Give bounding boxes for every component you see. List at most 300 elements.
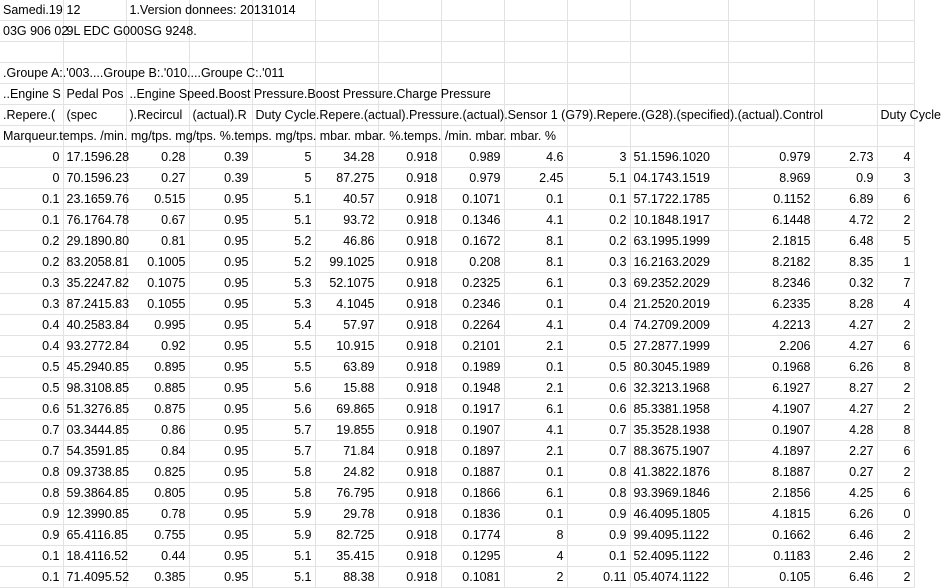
cell[interactable]: 0.918 [378, 210, 441, 231]
cell[interactable]: 0.32 [814, 273, 877, 294]
cell[interactable] [630, 42, 728, 63]
cell[interactable]: 87.275 [315, 168, 378, 189]
cell[interactable]: 93.72 [315, 210, 378, 231]
cell[interactable] [378, 42, 441, 63]
cell[interactable]: 0.1917 [441, 399, 504, 420]
cell[interactable]: 2 [877, 210, 914, 231]
cell[interactable] [728, 63, 814, 84]
cell[interactable]: 2 [877, 378, 914, 399]
cell[interactable]: 8.1 [504, 231, 567, 252]
cell[interactable] [728, 21, 814, 42]
cell[interactable]: 5 [252, 147, 315, 168]
cell[interactable]: 6 [877, 189, 914, 210]
cell[interactable]: 46.4095.1805 [630, 504, 728, 525]
cell[interactable]: 0.7 [567, 420, 630, 441]
cell[interactable] [814, 84, 877, 105]
cell[interactable]: 0.8 [567, 483, 630, 504]
cell[interactable]: 0.95 [189, 273, 252, 294]
cell[interactable]: 0.918 [378, 399, 441, 420]
cell[interactable]: 0.6 [567, 378, 630, 399]
cell[interactable]: 4 [877, 294, 914, 315]
cell[interactable]: 0.515 [126, 189, 189, 210]
cell[interactable]: 0.989 [441, 147, 504, 168]
cell[interactable] [189, 42, 252, 63]
cell[interactable]: 85.3381.1958 [630, 399, 728, 420]
cell[interactable] [441, 0, 504, 21]
cell[interactable]: 93.3969.1846 [630, 483, 728, 504]
cell[interactable] [63, 42, 126, 63]
cell[interactable]: 0.4 [567, 294, 630, 315]
cell[interactable]: 1 [877, 252, 914, 273]
cell[interactable]: 0.4 [0, 315, 63, 336]
cell[interactable]: 4.25 [814, 483, 877, 504]
cell[interactable]: Pedal Pos [63, 84, 126, 105]
cell[interactable] [441, 21, 504, 42]
cell[interactable]: 0.1662 [728, 525, 814, 546]
cell[interactable] [315, 63, 378, 84]
cell[interactable]: 0.1887 [441, 462, 504, 483]
cell[interactable]: 10.915 [315, 336, 378, 357]
cell[interactable]: 6.1 [504, 399, 567, 420]
cell[interactable]: 5.1 [252, 210, 315, 231]
cell[interactable]: .Repere.( [0, 105, 63, 126]
cell[interactable]: 0.1989 [441, 357, 504, 378]
cell[interactable] [315, 0, 378, 21]
cell[interactable]: 27.2877.1999 [630, 336, 728, 357]
cell[interactable]: 0.5 [567, 336, 630, 357]
cell[interactable] [814, 0, 877, 21]
cell[interactable]: 2 [877, 462, 914, 483]
cell[interactable]: 0.95 [189, 567, 252, 588]
cell[interactable] [378, 63, 441, 84]
cell[interactable]: 12.3990.85 [63, 504, 126, 525]
cell[interactable]: 2 [877, 546, 914, 567]
cell[interactable]: 5 [252, 168, 315, 189]
cell[interactable]: 8.2346 [728, 273, 814, 294]
cell[interactable]: 0.95 [189, 357, 252, 378]
cell[interactable]: 0.1005 [126, 252, 189, 273]
cell[interactable]: 5.5 [252, 336, 315, 357]
cell[interactable] [877, 63, 914, 84]
cell[interactable]: 0.11 [567, 567, 630, 588]
cell[interactable]: 0.6 [567, 399, 630, 420]
cell[interactable]: 15.88 [315, 378, 378, 399]
cell[interactable]: 0.27 [814, 462, 877, 483]
cell[interactable]: 3 [877, 168, 914, 189]
cell[interactable]: 0.95 [189, 420, 252, 441]
cell[interactable]: 16.2163.2029 [630, 252, 728, 273]
cell[interactable] [814, 63, 877, 84]
cell[interactable]: 0.918 [378, 294, 441, 315]
cell[interactable]: 4.6 [504, 147, 567, 168]
cell[interactable]: ..Engine S [0, 84, 63, 105]
cell[interactable] [567, 63, 630, 84]
cell[interactable]: 0.44 [126, 546, 189, 567]
cell[interactable]: 6 [877, 336, 914, 357]
cell[interactable]: 0.1774 [441, 525, 504, 546]
cell[interactable]: 2.46 [814, 546, 877, 567]
cell[interactable] [126, 42, 189, 63]
cell[interactable]: 0.1081 [441, 567, 504, 588]
cell[interactable]: 0.875 [126, 399, 189, 420]
cell[interactable]: 76.1764.78 [63, 210, 126, 231]
cell[interactable]: 0.918 [378, 462, 441, 483]
cell[interactable]: 0.1897 [441, 441, 504, 462]
cell[interactable]: 74.2709.2009 [630, 315, 728, 336]
cell[interactable]: 0.95 [189, 399, 252, 420]
cell[interactable]: 4.1897 [728, 441, 814, 462]
cell[interactable]: 0.2 [0, 231, 63, 252]
cell[interactable]: 0.95 [189, 525, 252, 546]
cell[interactable] [728, 42, 814, 63]
cell[interactable] [630, 84, 728, 105]
cell[interactable]: 0.95 [189, 189, 252, 210]
cell[interactable]: 0.825 [126, 462, 189, 483]
cell[interactable]: 0.95 [189, 231, 252, 252]
cell[interactable]: 0.1866 [441, 483, 504, 504]
cell[interactable]: 0.885 [126, 378, 189, 399]
cell[interactable]: 4.28 [814, 420, 877, 441]
cell[interactable]: 0.2325 [441, 273, 504, 294]
cell[interactable]: 99.1025 [315, 252, 378, 273]
cell[interactable]: 0.918 [378, 252, 441, 273]
cell[interactable]: 2.1 [504, 441, 567, 462]
cell[interactable]: 0.2101 [441, 336, 504, 357]
cell[interactable]: 5 [877, 231, 914, 252]
cell[interactable]: 0.4 [567, 315, 630, 336]
cell[interactable]: 8 [877, 357, 914, 378]
cell[interactable] [630, 0, 728, 21]
cell[interactable]: 93.2772.84 [63, 336, 126, 357]
cell[interactable] [728, 126, 814, 147]
cell[interactable]: 0.84 [126, 441, 189, 462]
cell[interactable] [630, 126, 728, 147]
cell[interactable]: 24.82 [315, 462, 378, 483]
cell[interactable]: 4.27 [814, 336, 877, 357]
cell[interactable]: 0.755 [126, 525, 189, 546]
cell[interactable]: 0.78 [126, 504, 189, 525]
cell[interactable]: ).Recircul [126, 105, 189, 126]
cell[interactable]: 0.95 [189, 210, 252, 231]
cell[interactable]: 0.918 [378, 189, 441, 210]
cell[interactable]: 0.1836 [441, 504, 504, 525]
cell[interactable]: 0.2 [0, 252, 63, 273]
cell[interactable]: 0.208 [441, 252, 504, 273]
cell[interactable]: 0.8 [567, 462, 630, 483]
cell[interactable]: 0.1672 [441, 231, 504, 252]
cell[interactable]: 0.86 [126, 420, 189, 441]
cell[interactable] [504, 0, 567, 21]
cell[interactable]: 2.27 [814, 441, 877, 462]
cell[interactable]: 03.3444.85 [63, 420, 126, 441]
cell[interactable]: 65.4116.85 [63, 525, 126, 546]
cell[interactable]: 0.979 [728, 147, 814, 168]
cell[interactable]: 5.8 [252, 462, 315, 483]
cell[interactable]: 6.89 [814, 189, 877, 210]
cell[interactable]: 0.2 [567, 210, 630, 231]
cell[interactable]: 35.3528.1938 [630, 420, 728, 441]
cell[interactable]: 8.28 [814, 294, 877, 315]
cell[interactable]: 2 [504, 567, 567, 588]
cell[interactable]: 0 [877, 504, 914, 525]
cell[interactable]: 32.3213.1968 [630, 378, 728, 399]
cell[interactable]: 5.7 [252, 441, 315, 462]
cell[interactable] [252, 21, 315, 42]
cell[interactable]: 0.92 [126, 336, 189, 357]
cell[interactable]: 35.415 [315, 546, 378, 567]
cell[interactable]: 69.865 [315, 399, 378, 420]
cell[interactable]: 04.1743.1519 [630, 168, 728, 189]
cell[interactable]: 0.39 [189, 147, 252, 168]
cell[interactable]: 0.7 [0, 420, 63, 441]
cell[interactable]: 0.1968 [728, 357, 814, 378]
cell[interactable]: 0.67 [126, 210, 189, 231]
cell[interactable]: 52.1075 [315, 273, 378, 294]
cell[interactable]: 0.95 [189, 483, 252, 504]
cell[interactable]: 45.2940.85 [63, 357, 126, 378]
cell[interactable]: Duty Cycle [877, 105, 914, 126]
cell[interactable]: 4.1815 [728, 504, 814, 525]
cell[interactable] [252, 42, 315, 63]
cell[interactable]: 2.1 [504, 378, 567, 399]
cell[interactable]: 69.2352.2029 [630, 273, 728, 294]
cell[interactable] [567, 42, 630, 63]
cell[interactable]: 0.3 [0, 294, 63, 315]
cell[interactable]: 0.918 [378, 525, 441, 546]
cell[interactable]: 52.4095.1122 [630, 546, 728, 567]
cell[interactable]: 29.1890.80 [63, 231, 126, 252]
cell[interactable]: 80.3045.1989 [630, 357, 728, 378]
cell[interactable]: 5.5 [252, 357, 315, 378]
cell[interactable]: 99.4095.1122 [630, 525, 728, 546]
cell[interactable]: 0.1 [567, 189, 630, 210]
cell[interactable]: 9L EDC G000SG 9248. [63, 21, 126, 42]
cell[interactable]: 0.8 [0, 462, 63, 483]
cell[interactable]: 0.1 [0, 567, 63, 588]
cell[interactable]: 0.95 [189, 504, 252, 525]
cell[interactable]: 0 [0, 147, 63, 168]
cell[interactable]: 8.1887 [728, 462, 814, 483]
cell[interactable]: 88.3675.1907 [630, 441, 728, 462]
cell[interactable] [567, 84, 630, 105]
cell[interactable]: 4 [504, 546, 567, 567]
cell[interactable]: 6.1 [504, 273, 567, 294]
cell[interactable]: (actual).R [189, 105, 252, 126]
cell[interactable]: 5.3 [252, 273, 315, 294]
cell[interactable]: ..Engine Speed.Boost Pressure.Boost Pressure.Charge Pressure [126, 84, 189, 105]
cell[interactable] [315, 21, 378, 42]
cell[interactable] [814, 105, 877, 126]
cell[interactable]: 2.206 [728, 336, 814, 357]
cell[interactable]: 46.86 [315, 231, 378, 252]
cell[interactable] [189, 21, 252, 42]
cell[interactable] [630, 21, 728, 42]
cell[interactable]: 0.9 [567, 525, 630, 546]
cell[interactable]: 8.27 [814, 378, 877, 399]
cell[interactable]: 0.95 [189, 294, 252, 315]
cell[interactable]: 2.45 [504, 168, 567, 189]
cell[interactable]: 5.7 [252, 420, 315, 441]
cell[interactable]: 0.918 [378, 420, 441, 441]
cell[interactable]: 5.9 [252, 525, 315, 546]
cell[interactable]: 87.2415.83 [63, 294, 126, 315]
cell[interactable]: 0.4 [0, 336, 63, 357]
cell[interactable]: 6.26 [814, 504, 877, 525]
cell[interactable]: 0.1948 [441, 378, 504, 399]
cell[interactable]: 0.1346 [441, 210, 504, 231]
cell[interactable]: 03G 906 02 [0, 21, 63, 42]
cell[interactable] [378, 0, 441, 21]
cell[interactable]: 0.95 [189, 462, 252, 483]
cell[interactable]: 0.1 [504, 357, 567, 378]
cell[interactable] [814, 126, 877, 147]
cell[interactable]: 0.995 [126, 315, 189, 336]
cell[interactable]: 0.9 [0, 525, 63, 546]
cell[interactable]: 0.28 [126, 147, 189, 168]
cell[interactable] [877, 84, 914, 105]
cell[interactable]: 0.918 [378, 168, 441, 189]
cell[interactable]: 0.895 [126, 357, 189, 378]
cell[interactable] [504, 21, 567, 42]
cell[interactable]: 0.1 [504, 504, 567, 525]
cell[interactable]: 4.1 [504, 210, 567, 231]
cell[interactable] [378, 21, 441, 42]
cell[interactable]: 05.4074.1122 [630, 567, 728, 588]
cell[interactable] [630, 63, 728, 84]
cell[interactable]: 0.1907 [441, 420, 504, 441]
cell[interactable]: 0.95 [189, 441, 252, 462]
cell[interactable]: 2.73 [814, 147, 877, 168]
cell[interactable]: 8.35 [814, 252, 877, 273]
cell[interactable]: 0.39 [189, 168, 252, 189]
cell[interactable]: 4 [877, 147, 914, 168]
cell[interactable]: 0.95 [189, 252, 252, 273]
cell[interactable]: Samedi.19 [0, 0, 63, 21]
cell[interactable]: 6.1927 [728, 378, 814, 399]
cell[interactable]: 2.1815 [728, 231, 814, 252]
cell[interactable]: 0.95 [189, 336, 252, 357]
cell[interactable]: 5.2 [252, 231, 315, 252]
cell[interactable]: 0.5 [567, 357, 630, 378]
cell[interactable]: 63.1995.1999 [630, 231, 728, 252]
cell[interactable]: 51.1596.1020 [630, 147, 728, 168]
cell[interactable]: 57.97 [315, 315, 378, 336]
cell[interactable]: 6.46 [814, 567, 877, 588]
cell[interactable]: 0.1 [0, 189, 63, 210]
cell[interactable]: 0.1152 [728, 189, 814, 210]
cell[interactable]: 0.979 [441, 168, 504, 189]
cell[interactable]: 0.2 [567, 231, 630, 252]
cell[interactable] [504, 63, 567, 84]
cell[interactable]: 5.9 [252, 504, 315, 525]
cell[interactable]: 0.7 [567, 441, 630, 462]
cell[interactable] [814, 42, 877, 63]
cell[interactable]: 6.48 [814, 231, 877, 252]
cell[interactable]: 0.805 [126, 483, 189, 504]
cell[interactable]: 1.Version donnees: 20131014 [126, 0, 189, 21]
cell[interactable]: 17.1596.28 [63, 147, 126, 168]
cell[interactable]: 4.27 [814, 399, 877, 420]
cell[interactable]: 5.6 [252, 378, 315, 399]
cell[interactable]: Marqueur.temps. /min. mg/tps. mg/tps. %.temps. mg/tps. mbar. mbar. %.temps. /min. mbar. mbar. % [0, 126, 63, 147]
cell[interactable]: 0.918 [378, 483, 441, 504]
cell[interactable]: 6.26 [814, 357, 877, 378]
cell[interactable]: 5.1 [252, 546, 315, 567]
cell[interactable]: 51.3276.85 [63, 399, 126, 420]
cell[interactable] [567, 126, 630, 147]
cell[interactable]: 0.95 [189, 546, 252, 567]
cell[interactable]: 5.3 [252, 294, 315, 315]
cell[interactable]: 0.918 [378, 336, 441, 357]
cell[interactable]: 0.95 [189, 315, 252, 336]
cell[interactable]: 4.1 [504, 420, 567, 441]
cell[interactable]: 4.27 [814, 315, 877, 336]
cell[interactable]: 2.1856 [728, 483, 814, 504]
cell[interactable]: 0.27 [126, 168, 189, 189]
cell[interactable]: 4.1 [504, 315, 567, 336]
cell[interactable]: 40.2583.84 [63, 315, 126, 336]
cell[interactable]: 54.3591.85 [63, 441, 126, 462]
cell[interactable]: 2.1 [504, 336, 567, 357]
cell[interactable]: 0.918 [378, 273, 441, 294]
cell[interactable]: 0.918 [378, 567, 441, 588]
cell[interactable]: 0.1 [0, 546, 63, 567]
cell[interactable]: 8 [504, 525, 567, 546]
cell[interactable]: 0.7 [0, 441, 63, 462]
cell[interactable]: 82.725 [315, 525, 378, 546]
cell[interactable]: 21.2520.2019 [630, 294, 728, 315]
cell[interactable]: 0.1 [504, 462, 567, 483]
cell[interactable]: 5.2 [252, 252, 315, 273]
cell[interactable]: 57.1722.1785 [630, 189, 728, 210]
cell[interactable]: 8 [877, 420, 914, 441]
cell[interactable] [567, 0, 630, 21]
cell[interactable]: 35.2247.82 [63, 273, 126, 294]
cell[interactable]: 6.46 [814, 525, 877, 546]
cell[interactable]: .Groupe A:.'003....Groupe B:.'010....Groupe C:.'011 [0, 63, 63, 84]
cell[interactable]: 83.2058.81 [63, 252, 126, 273]
cell[interactable]: 0.918 [378, 504, 441, 525]
cell[interactable]: 88.38 [315, 567, 378, 588]
cell[interactable]: 0.5 [0, 357, 63, 378]
cell[interactable]: 4.1907 [728, 399, 814, 420]
cell[interactable]: 71.84 [315, 441, 378, 462]
cell[interactable]: 0.1 [567, 546, 630, 567]
cell[interactable] [877, 21, 914, 42]
cell[interactable]: 0.95 [189, 378, 252, 399]
cell[interactable] [877, 0, 914, 21]
cell[interactable]: 0.918 [378, 378, 441, 399]
cell[interactable] [441, 63, 504, 84]
cell[interactable]: 2 [877, 315, 914, 336]
cell[interactable]: 0.918 [378, 315, 441, 336]
cell[interactable]: 5.1 [252, 189, 315, 210]
cell[interactable]: 0.2264 [441, 315, 504, 336]
cell[interactable]: 0.1 [504, 294, 567, 315]
cell[interactable]: 5.6 [252, 399, 315, 420]
cell[interactable]: 4.1045 [315, 294, 378, 315]
cell[interactable]: 4.72 [814, 210, 877, 231]
cell[interactable] [877, 126, 914, 147]
cell[interactable]: 5.1 [567, 168, 630, 189]
cell[interactable]: (spec [63, 105, 126, 126]
cell[interactable]: 0.9 [814, 168, 877, 189]
cell[interactable]: 0 [0, 168, 63, 189]
cell[interactable]: 0.3 [0, 273, 63, 294]
cell[interactable]: 0.2346 [441, 294, 504, 315]
cell[interactable]: 63.89 [315, 357, 378, 378]
cell[interactable] [877, 42, 914, 63]
